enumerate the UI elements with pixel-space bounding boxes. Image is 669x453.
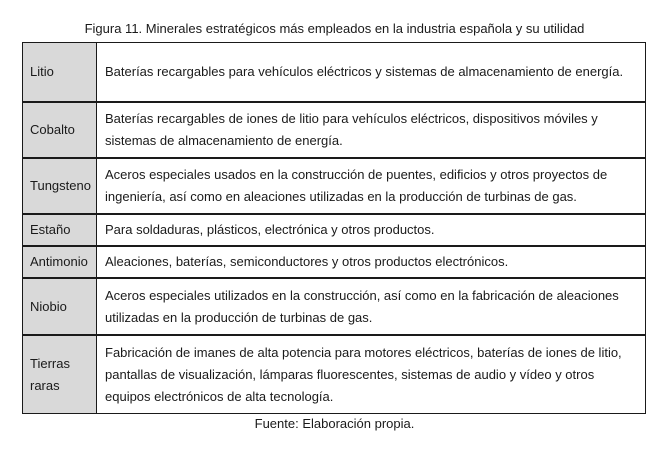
table-row (23, 278, 646, 335)
mineral-name: Litio (23, 43, 97, 103)
mineral-use: Aceros especiales utilizados en la construcción, así como en la fabricación de aleaciones utilizadas en la producción de turbinas de gas. (97, 278, 646, 335)
minerals-table (22, 42, 646, 414)
source-note: Fuente: Elaboración propia. (254, 416, 415, 431)
figure-caption: Figura 11. Minerales estratégicos más empleados en la industria española y su utilidad (84, 21, 585, 36)
mineral-name: Estaño (23, 214, 97, 246)
table-row (23, 214, 646, 246)
mineral-use: Aceros especiales usados en la construcción de puentes, edificios y otros proyectos de ingeniería, así como en aleaciones utilizadas en la producción de turbinas de gas. (97, 158, 646, 214)
mineral-use: Baterías recargables de iones de litio para vehículos eléctricos, dispositivos móviles y sistemas de almacenamiento de energía. (97, 102, 646, 158)
mineral-name: Niobio (23, 278, 97, 335)
mineral-use: Fabricación de imanes de alta potencia para motores eléctricos, baterías de iones de litio, pantallas de visualización, lámparas fluorescentes, sistemas de audio y vídeo y otros equipos electrónicos de alta tecnología. (97, 335, 646, 414)
mineral-name: Tungsteno (23, 158, 97, 214)
table-row (23, 102, 646, 158)
mineral-use: Para soldaduras, plásticos, electrónica y otros productos. (97, 214, 646, 246)
table-row (23, 246, 646, 278)
mineral-use: Aleaciones, baterías, semiconductores y otros productos electrónicos. (97, 246, 646, 278)
table-row (23, 158, 646, 214)
table-row (23, 335, 646, 414)
mineral-name: Antimonio (23, 246, 97, 278)
table-row (23, 43, 646, 103)
mineral-name: Tierras raras (23, 335, 97, 414)
mineral-use: Baterías recargables para vehículos eléctricos y sistemas de almacenamiento de energía. (97, 43, 646, 103)
mineral-name: Cobalto (23, 102, 97, 158)
